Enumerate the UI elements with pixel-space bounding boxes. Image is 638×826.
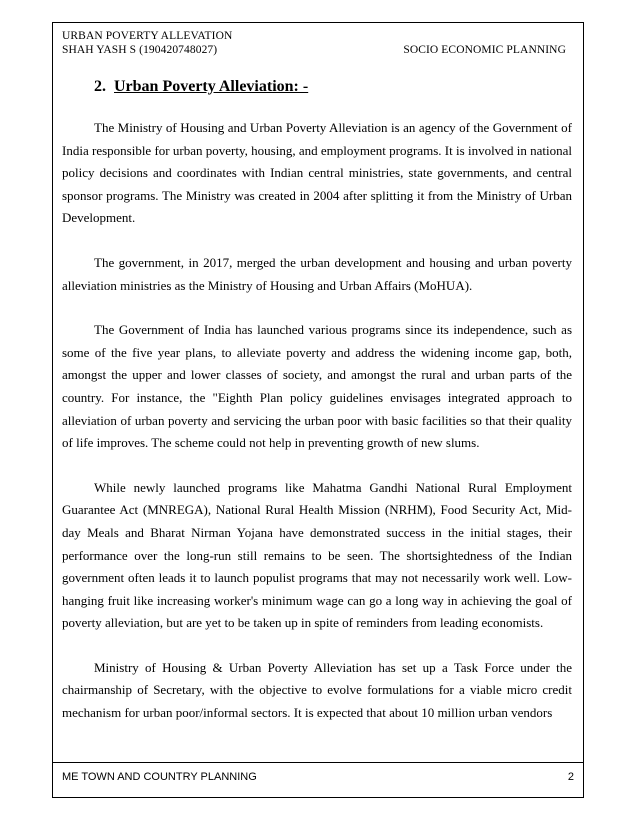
paragraph: Ministry of Housing & Urban Poverty Alleviation has set up a Task Force under the chairmanship of Secretary, with the objective to evolve formulations for a viable micro credit mechanism for urban poor/informal sectors. It is expected that about 10 million urban vendors: [62, 659, 572, 721]
header-subject: SOCIO ECONOMIC PLANNING: [403, 44, 566, 56]
header-title: URBAN POVERTY ALLEVATION: [62, 30, 233, 42]
paragraph: The Ministry of Housing and Urban Poverty Alleviation is an agency of the Government of India responsible for urban poverty, housing, and employment programs. It is involved in national policy decisions and coordinates with Indian central ministries, state governments, and central sponsor programs. The Ministry was created in 2004 after splitting it from the Ministry of Urban Development.: [62, 120, 572, 226]
page-number: 2: [567, 771, 574, 783]
section-title: Urban Poverty Alleviation: -: [114, 78, 309, 95]
section-heading: [94, 78, 308, 96]
footer-divider: [52, 762, 584, 763]
paragraph: The Government of India has launched various programs since its independence, such as some of the five year plans, to alleviate poverty and address the widening income gap, both, amongst the upper and lower classes of society, and amongst the rural and urban parts of the country. For instance, the "Eighth Plan policy guidelines envisages integrated approach to alleviation of urban poverty and servicing the urban poor with basic facilities so that their quality of life improves. The scheme could not help in preventing growth of new slums.: [62, 322, 572, 451]
paragraph: While newly launched programs like Mahatma Gandhi National Rural Employment Guarantee Act (MNREGA), National Rural Health Mission (NRHM), Food Security Act, Mid-day Meals and Bharat Nirman Yojana have demonstrated success in the initial stages, their performance over the long-run still remains to be seen. The shortsightedness of the Indian government often leads it to launch populist programs that may not necessarily work well. Low-hanging fruit like increasing worker's minimum wage can go a long way in achieving the goal of poverty alleviation, but are yet to be taken up in spite of reminders from leading economists.: [62, 479, 572, 631]
paragraph: The government, in 2017, merged the urban development and housing and urban poverty alleviation ministries as the Ministry of Housing and Urban Affairs (MoHUA).: [62, 254, 572, 293]
header-author: SHAH YASH S (190420748027): [62, 44, 218, 56]
footer-text: ME TOWN AND COUNTRY PLANNING: [62, 771, 257, 783]
section-number: 2.: [94, 78, 106, 95]
body-text: [62, 117, 572, 725]
